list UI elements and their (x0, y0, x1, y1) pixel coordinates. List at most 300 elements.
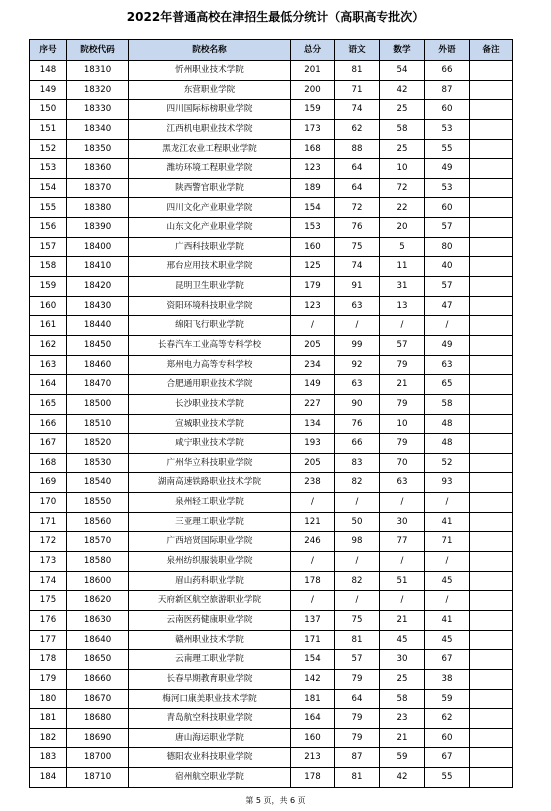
cell-name: 四川文化产业职业学院 (129, 198, 291, 218)
cell-foreign: 48 (425, 434, 470, 454)
cell-foreign: 65 (425, 375, 470, 395)
cell-total: 178 (291, 768, 335, 788)
cell-code: 18320 (67, 80, 129, 100)
cell-remark (470, 257, 513, 277)
cell-chinese: 64 (335, 178, 380, 198)
cell-chinese: 75 (335, 610, 380, 630)
cell-math: 70 (380, 453, 425, 473)
cell-seq: 182 (30, 728, 67, 748)
cell-remark (470, 100, 513, 120)
cell-remark (470, 493, 513, 513)
cell-chinese: 88 (335, 139, 380, 159)
cell-name: 长春早期教育职业学院 (129, 669, 291, 689)
cell-math: 42 (380, 80, 425, 100)
table-row (30, 591, 513, 611)
cell-seq: 173 (30, 552, 67, 572)
cell-seq: 160 (30, 296, 67, 316)
cell-chinese: 75 (335, 237, 380, 257)
cell-foreign: 67 (425, 650, 470, 670)
table-row (30, 414, 513, 434)
cell-total: 154 (291, 198, 335, 218)
cell-math: 58 (380, 119, 425, 139)
cell-foreign: 57 (425, 218, 470, 238)
cell-total: 137 (291, 610, 335, 630)
cell-chinese: / (335, 591, 380, 611)
cell-remark (470, 748, 513, 768)
table-row (30, 453, 513, 473)
cell-code: 18410 (67, 257, 129, 277)
table-row (30, 277, 513, 297)
cell-remark (470, 316, 513, 336)
cell-name: 长春汽车工业高等专科学校 (129, 335, 291, 355)
table-row (30, 434, 513, 454)
table-row (30, 552, 513, 572)
cell-seq: 162 (30, 335, 67, 355)
cell-math: 25 (380, 669, 425, 689)
cell-foreign: 53 (425, 119, 470, 139)
cell-total: 189 (291, 178, 335, 198)
cell-code: 18650 (67, 650, 129, 670)
cell-total: 200 (291, 80, 335, 100)
cell-chinese: 81 (335, 61, 380, 81)
table-row (30, 335, 513, 355)
cell-name: 青岛航空科技职业学院 (129, 709, 291, 729)
cell-chinese: 64 (335, 689, 380, 709)
cell-code: 18430 (67, 296, 129, 316)
cell-foreign: / (425, 316, 470, 336)
cell-total: 159 (291, 100, 335, 120)
cell-total: 246 (291, 532, 335, 552)
cell-foreign: 71 (425, 532, 470, 552)
cell-name: 唐山海运职业学院 (129, 728, 291, 748)
cell-name: 广西培贤国际职业学院 (129, 532, 291, 552)
cell-math: / (380, 316, 425, 336)
cell-math: 79 (380, 434, 425, 454)
cell-seq: 161 (30, 316, 67, 336)
cell-name: 郑州电力高等专科学校 (129, 355, 291, 375)
cell-total: 149 (291, 375, 335, 395)
cell-chinese: 63 (335, 296, 380, 316)
cell-remark (470, 453, 513, 473)
cell-chinese: 91 (335, 277, 380, 297)
cell-seq: 154 (30, 178, 67, 198)
cell-name: 忻州职业技术学院 (129, 61, 291, 81)
cell-name: 四川国际标榜职业学院 (129, 100, 291, 120)
cell-chinese: 74 (335, 100, 380, 120)
cell-math: 30 (380, 512, 425, 532)
cell-total: 205 (291, 335, 335, 355)
cell-remark (470, 709, 513, 729)
cell-chinese: 83 (335, 453, 380, 473)
cell-seq: 176 (30, 610, 67, 630)
cell-name: 梅河口康美职业技术学院 (129, 689, 291, 709)
cell-name: 潍坊环境工程职业学院 (129, 159, 291, 179)
cell-math: 42 (380, 768, 425, 788)
cell-name: 湖南高速铁路职业技术学院 (129, 473, 291, 493)
cell-foreign: / (425, 591, 470, 611)
cell-code: 18460 (67, 355, 129, 375)
cell-name: 泉州纺织服装职业学院 (129, 552, 291, 572)
cell-foreign: 47 (425, 296, 470, 316)
cell-code: 18470 (67, 375, 129, 395)
cell-chinese: 82 (335, 571, 380, 591)
page-footer: 第 5 页，共 6 页 (245, 796, 306, 805)
cell-total: 234 (291, 355, 335, 375)
cell-remark (470, 610, 513, 630)
cell-seq: 171 (30, 512, 67, 532)
cell-code: 18570 (67, 532, 129, 552)
cell-name: 长沙职业技术学院 (129, 394, 291, 414)
cell-chinese: 99 (335, 335, 380, 355)
table-row (30, 493, 513, 513)
cell-total: 173 (291, 119, 335, 139)
cell-name: 广西科技职业学院 (129, 237, 291, 257)
table-row (30, 178, 513, 198)
cell-remark (470, 178, 513, 198)
table-row (30, 728, 513, 748)
cell-code: 18450 (67, 335, 129, 355)
cell-seq: 168 (30, 453, 67, 473)
cell-total: 164 (291, 709, 335, 729)
cell-remark (470, 394, 513, 414)
cell-code: 18510 (67, 414, 129, 434)
table-row (30, 218, 513, 238)
header-seq: 序号 (30, 40, 67, 61)
header-math: 数学 (380, 40, 425, 61)
cell-math: 31 (380, 277, 425, 297)
cell-remark (470, 669, 513, 689)
cell-name: 邢台应用技术职业学院 (129, 257, 291, 277)
cell-name: 天府新区航空旅游职业学院 (129, 591, 291, 611)
cell-code: 18690 (67, 728, 129, 748)
cell-seq: 159 (30, 277, 67, 297)
cell-math: 79 (380, 355, 425, 375)
table-row (30, 532, 513, 552)
cell-chinese: 63 (335, 375, 380, 395)
table-row (30, 316, 513, 336)
cell-foreign: 49 (425, 335, 470, 355)
cell-math: 54 (380, 61, 425, 81)
table-row (30, 689, 513, 709)
cell-remark (470, 80, 513, 100)
cell-code: 18550 (67, 493, 129, 513)
cell-total: 178 (291, 571, 335, 591)
cell-seq: 149 (30, 80, 67, 100)
cell-remark (470, 61, 513, 81)
cell-foreign: 58 (425, 394, 470, 414)
page-title: 2022年普通高校在津招生最低分统计（高职高专批次） (126, 10, 425, 24)
cell-seq: 180 (30, 689, 67, 709)
table-row (30, 139, 513, 159)
cell-code: 18330 (67, 100, 129, 120)
cell-name: 广州华立科技职业学院 (129, 453, 291, 473)
table-row (30, 375, 513, 395)
cell-foreign: 41 (425, 512, 470, 532)
header-remark: 备注 (470, 40, 513, 61)
cell-total: 142 (291, 669, 335, 689)
cell-code: 18390 (67, 218, 129, 238)
cell-chinese: 82 (335, 473, 380, 493)
table-row (30, 394, 513, 414)
cell-remark (470, 277, 513, 297)
cell-name: 眉山药科职业学院 (129, 571, 291, 591)
cell-seq: 177 (30, 630, 67, 650)
cell-foreign: 66 (425, 61, 470, 81)
cell-name: 宿州航空职业学院 (129, 768, 291, 788)
cell-foreign: / (425, 493, 470, 513)
cell-code: 18370 (67, 178, 129, 198)
table-row (30, 257, 513, 277)
cell-foreign: 87 (425, 80, 470, 100)
cell-name: 云南医药健康职业学院 (129, 610, 291, 630)
cell-foreign: 45 (425, 571, 470, 591)
table-row (30, 119, 513, 139)
table-row (30, 768, 513, 788)
cell-seq: 148 (30, 61, 67, 81)
cell-chinese: 81 (335, 630, 380, 650)
cell-math: 13 (380, 296, 425, 316)
cell-name: 东营职业学院 (129, 80, 291, 100)
cell-remark (470, 630, 513, 650)
table-row (30, 630, 513, 650)
cell-seq: 170 (30, 493, 67, 513)
cell-total: 134 (291, 414, 335, 434)
cell-math: / (380, 552, 425, 572)
cell-foreign: 62 (425, 709, 470, 729)
cell-seq: 166 (30, 414, 67, 434)
cell-math: 21 (380, 610, 425, 630)
cell-name: 昆明卫生职业学院 (129, 277, 291, 297)
header-code: 院校代码 (67, 40, 129, 61)
cell-remark (470, 434, 513, 454)
cell-remark (470, 159, 513, 179)
cell-seq: 158 (30, 257, 67, 277)
table-row (30, 198, 513, 218)
cell-remark (470, 296, 513, 316)
cell-foreign: 55 (425, 768, 470, 788)
cell-remark (470, 512, 513, 532)
cell-seq: 164 (30, 375, 67, 395)
cell-remark (470, 571, 513, 591)
cell-foreign: 48 (425, 414, 470, 434)
cell-chinese: 66 (335, 434, 380, 454)
table-row (30, 669, 513, 689)
cell-math: 22 (380, 198, 425, 218)
cell-code: 18350 (67, 139, 129, 159)
cell-foreign: 55 (425, 139, 470, 159)
cell-foreign: 59 (425, 689, 470, 709)
cell-name: 三亚理工职业学院 (129, 512, 291, 532)
cell-seq: 181 (30, 709, 67, 729)
cell-foreign: 40 (425, 257, 470, 277)
cell-chinese: 87 (335, 748, 380, 768)
cell-remark (470, 119, 513, 139)
cell-code: 18420 (67, 277, 129, 297)
table-row (30, 571, 513, 591)
cell-math: 59 (380, 748, 425, 768)
cell-seq: 184 (30, 768, 67, 788)
cell-chinese: 79 (335, 709, 380, 729)
cell-math: 21 (380, 375, 425, 395)
cell-total: 181 (291, 689, 335, 709)
cell-remark (470, 414, 513, 434)
cell-math: 20 (380, 218, 425, 238)
cell-total: / (291, 493, 335, 513)
cell-chinese: 57 (335, 650, 380, 670)
cell-chinese: 76 (335, 414, 380, 434)
cell-code: 18540 (67, 473, 129, 493)
cell-foreign: 41 (425, 610, 470, 630)
cell-code: 18440 (67, 316, 129, 336)
cell-chinese: 64 (335, 159, 380, 179)
cell-math: / (380, 591, 425, 611)
cell-code: 18380 (67, 198, 129, 218)
cell-name: 江西机电职业技术学院 (129, 119, 291, 139)
table-row (30, 80, 513, 100)
cell-foreign: 57 (425, 277, 470, 297)
cell-foreign: 53 (425, 178, 470, 198)
cell-seq: 165 (30, 394, 67, 414)
cell-seq: 167 (30, 434, 67, 454)
table-row (30, 237, 513, 257)
cell-total: 125 (291, 257, 335, 277)
cell-remark (470, 375, 513, 395)
cell-chinese: 50 (335, 512, 380, 532)
table-row (30, 610, 513, 630)
cell-code: 18560 (67, 512, 129, 532)
cell-math: 23 (380, 709, 425, 729)
cell-remark (470, 768, 513, 788)
cell-remark (470, 218, 513, 238)
cell-total: 160 (291, 237, 335, 257)
cell-name: 咸宁职业技术学院 (129, 434, 291, 454)
cell-math: 30 (380, 650, 425, 670)
cell-total: 227 (291, 394, 335, 414)
cell-math: 63 (380, 473, 425, 493)
cell-name: 绵阳飞行职业学院 (129, 316, 291, 336)
cell-chinese: 79 (335, 728, 380, 748)
cell-code: 18630 (67, 610, 129, 630)
cell-seq: 153 (30, 159, 67, 179)
cell-total: 238 (291, 473, 335, 493)
cell-total: 160 (291, 728, 335, 748)
cell-math: 79 (380, 394, 425, 414)
cell-remark (470, 591, 513, 611)
cell-seq: 155 (30, 198, 67, 218)
cell-total: 179 (291, 277, 335, 297)
cell-total: 123 (291, 159, 335, 179)
cell-foreign: 80 (425, 237, 470, 257)
cell-chinese: 98 (335, 532, 380, 552)
cell-code: 18600 (67, 571, 129, 591)
cell-foreign: / (425, 552, 470, 572)
cell-chinese: 90 (335, 394, 380, 414)
cell-name: 山东文化产业职业学院 (129, 218, 291, 238)
cell-remark (470, 650, 513, 670)
header-name: 院校名称 (129, 40, 291, 61)
cell-total: 213 (291, 748, 335, 768)
cell-code: 18400 (67, 237, 129, 257)
table-header-row (30, 40, 513, 61)
cell-name: 泉州轻工职业学院 (129, 493, 291, 513)
cell-chinese: 72 (335, 198, 380, 218)
cell-code: 18520 (67, 434, 129, 454)
cell-math: 45 (380, 630, 425, 650)
table-row (30, 650, 513, 670)
cell-seq: 179 (30, 669, 67, 689)
cell-math: 10 (380, 159, 425, 179)
header-chinese: 语文 (335, 40, 380, 61)
cell-name: 宣城职业技术学院 (129, 414, 291, 434)
cell-math: 77 (380, 532, 425, 552)
cell-seq: 174 (30, 571, 67, 591)
cell-chinese: / (335, 493, 380, 513)
cell-math: 51 (380, 571, 425, 591)
cell-code: 18340 (67, 119, 129, 139)
cell-remark (470, 139, 513, 159)
cell-code: 18360 (67, 159, 129, 179)
table-body (30, 61, 513, 788)
cell-math: 11 (380, 257, 425, 277)
cell-total: 205 (291, 453, 335, 473)
cell-foreign: 93 (425, 473, 470, 493)
table-row (30, 512, 513, 532)
cell-chinese: 79 (335, 669, 380, 689)
table-row (30, 296, 513, 316)
cell-math: 72 (380, 178, 425, 198)
cell-chinese: 74 (335, 257, 380, 277)
cell-chinese: 81 (335, 768, 380, 788)
cell-chinese: 62 (335, 119, 380, 139)
cell-seq: 157 (30, 237, 67, 257)
cell-math: 5 (380, 237, 425, 257)
table-row (30, 159, 513, 179)
table-row (30, 61, 513, 81)
cell-chinese: 76 (335, 218, 380, 238)
cell-name: 德阳农业科技职业学院 (129, 748, 291, 768)
cell-seq: 175 (30, 591, 67, 611)
cell-math: / (380, 493, 425, 513)
cell-total: 193 (291, 434, 335, 454)
cell-code: 18640 (67, 630, 129, 650)
cell-remark (470, 689, 513, 709)
cell-seq: 151 (30, 119, 67, 139)
table-row (30, 100, 513, 120)
cell-total: 168 (291, 139, 335, 159)
cell-code: 18620 (67, 591, 129, 611)
cell-remark (470, 552, 513, 572)
cell-chinese: / (335, 316, 380, 336)
cell-seq: 183 (30, 748, 67, 768)
cell-remark (470, 237, 513, 257)
cell-foreign: 45 (425, 630, 470, 650)
cell-math: 25 (380, 100, 425, 120)
cell-code: 18680 (67, 709, 129, 729)
cell-code: 18310 (67, 61, 129, 81)
cell-seq: 163 (30, 355, 67, 375)
cell-total: 123 (291, 296, 335, 316)
cell-total: / (291, 552, 335, 572)
cell-code: 18710 (67, 768, 129, 788)
cell-total: 121 (291, 512, 335, 532)
cell-math: 58 (380, 689, 425, 709)
cell-remark (470, 335, 513, 355)
cell-name: 云南理工职业学院 (129, 650, 291, 670)
cell-total: 201 (291, 61, 335, 81)
cell-name: 黑龙江农业工程职业学院 (129, 139, 291, 159)
cell-remark (470, 473, 513, 493)
score-table (29, 39, 513, 788)
